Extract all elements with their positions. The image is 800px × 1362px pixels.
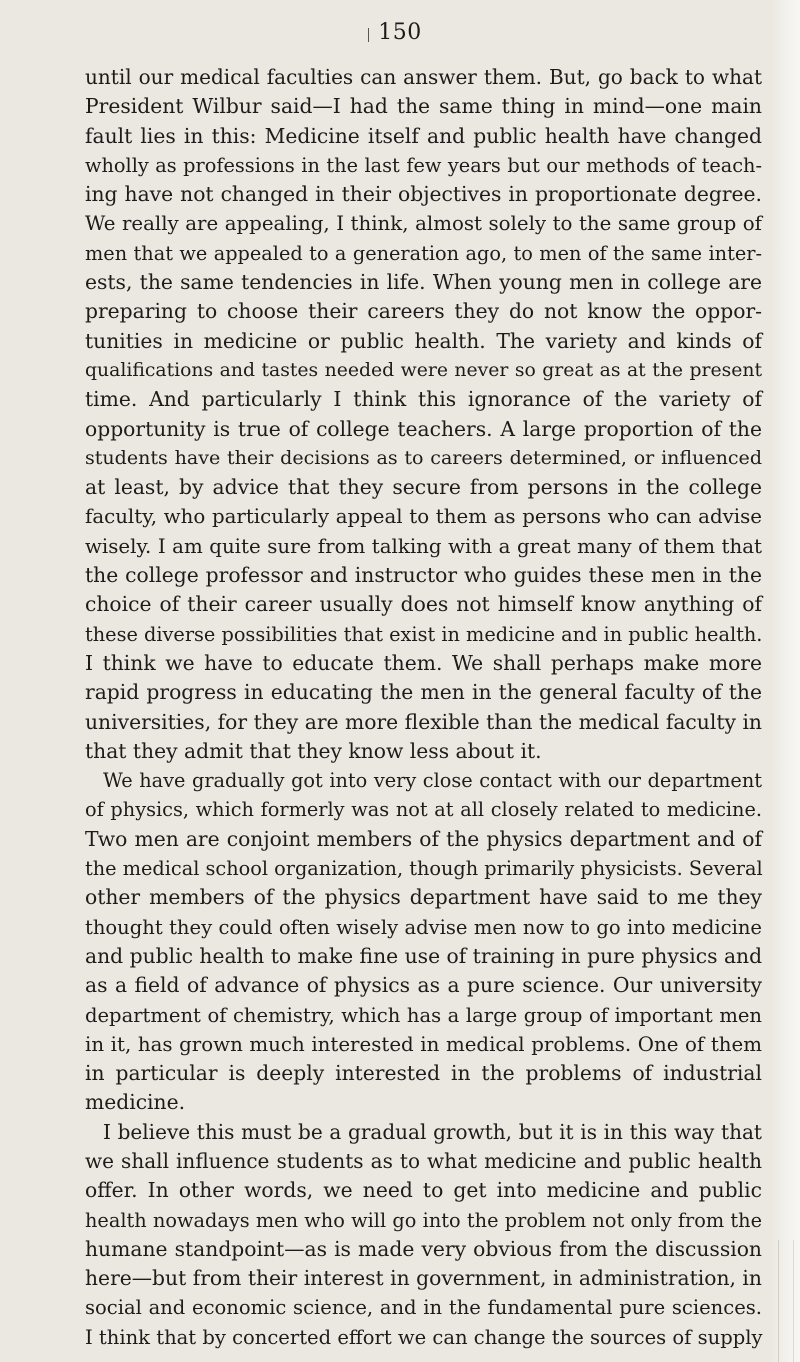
text-line: until our medical faculties can answer them. But, go back to what	[85, 65, 762, 89]
text-line: of physics, which formerly was not at all closely related to medicine.	[85, 798, 762, 822]
text-line: as a field of advance of physics as a pure science. Our university	[85, 973, 762, 998]
text-line: opportunity is true of college teachers. A large proportion of the	[85, 416, 762, 441]
text-line: universities, for they are more flexible than the medical faculty in	[85, 709, 762, 734]
body-text	[85, 63, 762, 1352]
text-line: wisely. I am quite sure from talking with a great many of them that	[85, 534, 762, 558]
text-line: wholly as professions in the last few years but our methods of teach-	[85, 153, 762, 177]
text-line: fault lies in this: Medicine itself and public health have changed	[85, 123, 762, 148]
text-line: the medical school organization, though primarily physicists. Several	[85, 857, 763, 881]
text-line: these diverse possibilities that exist in medicine and in public health.	[85, 622, 763, 646]
text-line: preparing to choose their careers they do not know the oppor-	[85, 299, 762, 324]
text-line: men that we appealed to a generation ago, to men of the same inter-	[85, 241, 762, 265]
text-line: We really are appealing, I think, almost solely to the same group of	[85, 212, 762, 236]
text-line: I think we have to educate them. We shall perhaps make more	[85, 650, 762, 675]
text-line: offer. In other words, we need to get into medicine and public	[85, 1178, 762, 1203]
text-line: tunities in medicine or public health. The variety and kinds of	[85, 328, 762, 353]
text-line: qualifications and tastes needed were never so great as at the present	[85, 359, 762, 381]
text-line: we shall influence students as to what medicine and public health	[85, 1148, 762, 1173]
text-line: choice of their career usually does not himself know anything of	[85, 592, 762, 617]
text-line: time. And particularly I think this ignorance of the variety of	[85, 387, 762, 412]
text-line: Two men are conjoint members of the physics department and of	[85, 826, 762, 851]
text-line: ing have not changed in their objectives in proportionate degree.	[85, 182, 762, 207]
text-line: thought they could often wisely advise men now to go into medicine	[85, 915, 762, 939]
text-line: other members of the physics department have said to me they	[85, 885, 762, 910]
text-line: rapid progress in educating the men in the general faculty of the	[85, 680, 762, 705]
text-line: and public health to make fine use of training in pure physics and	[85, 943, 763, 968]
text-line: in it, has grown much interested in medical problems. One of them	[85, 1032, 762, 1056]
text-line: I believe this must be a gradual growth, but it is in this way that	[103, 1119, 762, 1144]
text-line: faculty, who particularly appeal to them as persons who can advise	[85, 505, 762, 529]
text-line: at least, by advice that they secure from persons in the college	[85, 475, 762, 500]
text-line: health nowadays men who will go into the problem not only from the	[85, 1208, 762, 1232]
text-line: humane standpoint—as is made very obvious from the discussion	[85, 1236, 762, 1261]
page-edge	[770, 0, 800, 1362]
text-line: department of chemistry, which has a large group of important men	[85, 1003, 762, 1027]
text-line: students have their decisions as to careers determined, or influenced	[85, 446, 762, 469]
text-line: here—but from their interest in government, in administration, in	[85, 1266, 762, 1291]
text-line: We have gradually got into very close contact with our department	[103, 769, 762, 793]
page-number: 150	[378, 20, 422, 45]
page-edge-lines	[778, 1240, 794, 1362]
text-line: social and economic science, and in the fundamental pure sciences.	[85, 1296, 762, 1320]
text-line: ests, the same tendencies in life. When young men in college are	[85, 270, 762, 295]
text-line: in particular is deeply interested in the problems of industrial	[85, 1061, 762, 1086]
text-line: I think that by concerted effort we can change the sources of supply	[85, 1325, 763, 1349]
text-line: President Wilbur said—I had the same thing in mind—one main	[85, 94, 762, 119]
text-line: medicine.	[85, 1090, 186, 1115]
text-line: that they admit that they know less about it.	[85, 738, 542, 763]
text-line: the college professor and instructor who guides these men in the	[85, 563, 762, 588]
